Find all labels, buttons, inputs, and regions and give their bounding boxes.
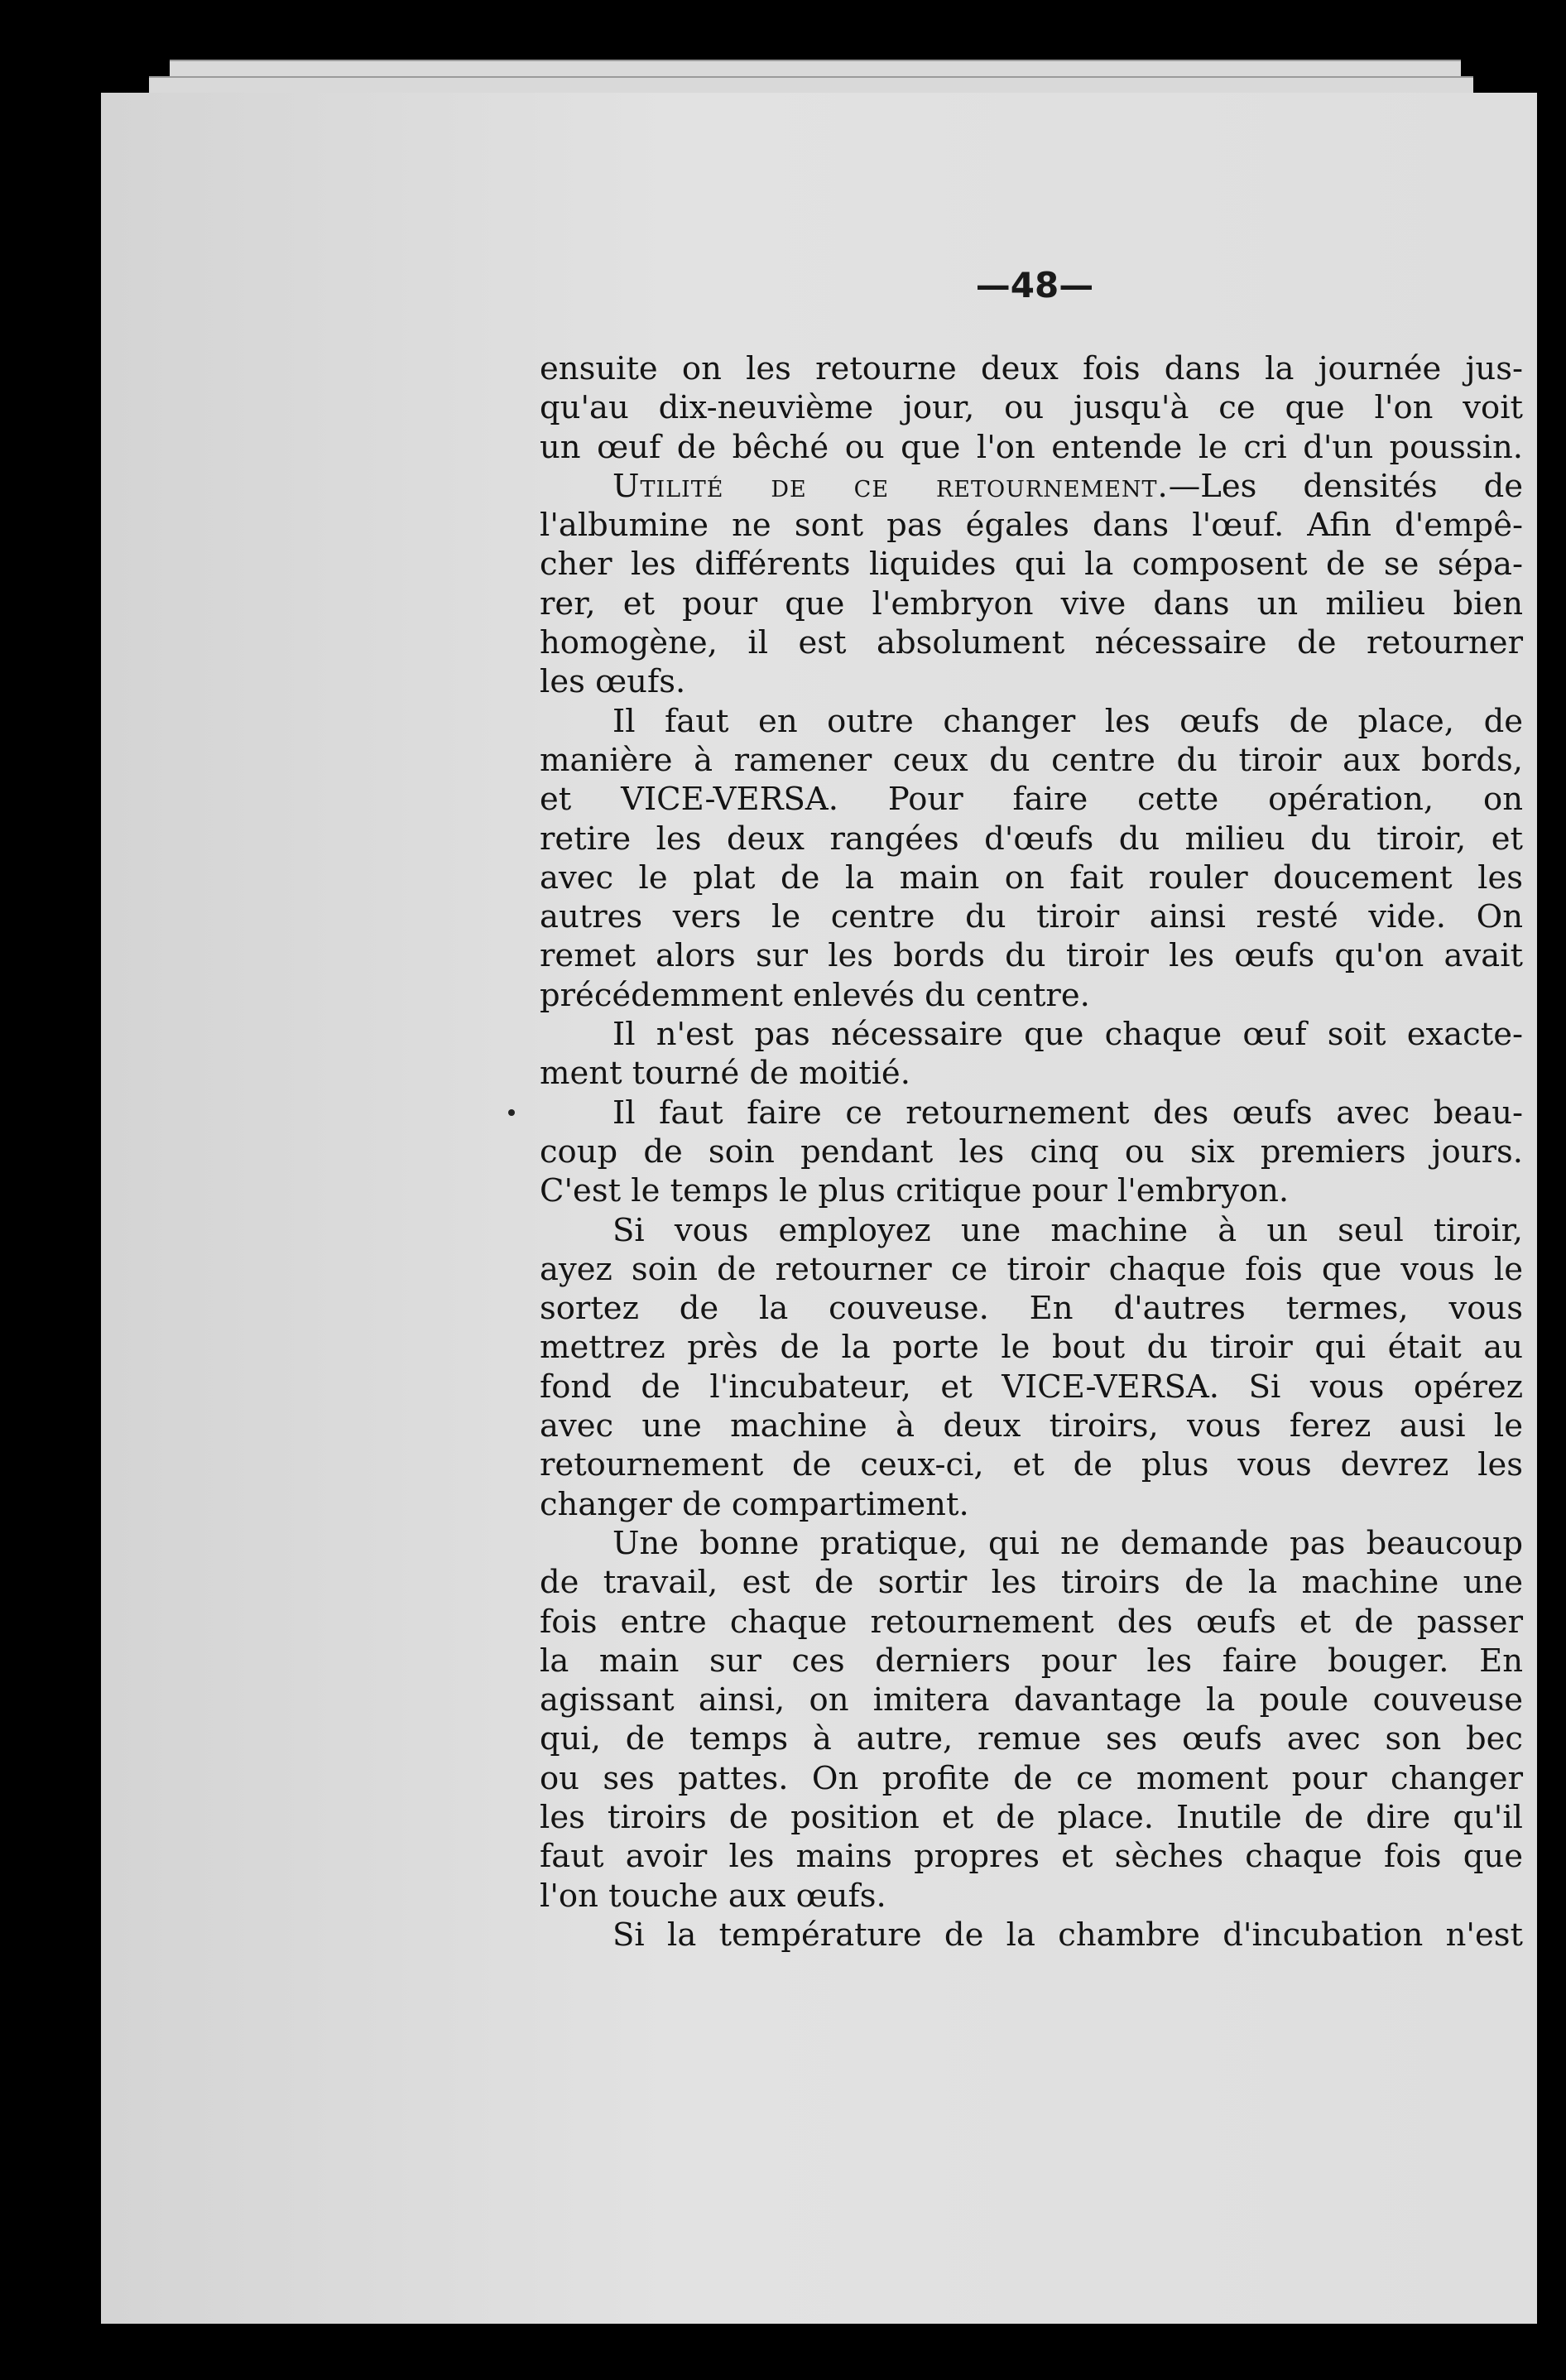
text-line: sortez de la couveuse. En d'autres termes, vous xyxy=(540,1290,1523,1328)
text-line: et VICE-VERSA. Pour faire cette opération, on xyxy=(540,781,1523,819)
text-line: ayez soin de retourner ce tiroir chaque fois que vous le xyxy=(540,1250,1523,1288)
text-line: rer, et pour que l'embryon vive dans un milieu bien xyxy=(540,584,1523,623)
text-line: Si vous employez une machine à un seul tiroir, xyxy=(612,1211,1523,1249)
text-line: cher les différents liquides qui la composent de se sépa- xyxy=(540,546,1523,584)
text-line: l'on touche aux œufs. xyxy=(540,1877,886,1915)
text-line: ensuite on les retourne deux fois dans la journée jus- xyxy=(540,350,1523,387)
text-line: Une bonne pratique, qui ne demande pas beaucoup xyxy=(612,1524,1523,1562)
text-line: un œuf de bêché ou que l'on entende le cri d'un poussin. xyxy=(540,428,1523,466)
text-line: fois entre chaque retournement des œufs et de passer xyxy=(540,1603,1523,1641)
text-line: précédemment enlevés du centre. xyxy=(540,976,1090,1014)
text-line: retire les deux rangées d'œufs du milieu du tiroir, et xyxy=(540,820,1523,858)
text-line: mettrez près de la porte le bout du tiroir qui était au xyxy=(540,1329,1523,1367)
text-line: remet alors sur les bords du tiroir les œufs qu'on avait xyxy=(540,937,1523,975)
text-line: avec le plat de la main on fait rouler doucement les xyxy=(540,858,1523,897)
text-line: les tiroirs de position et de place. Inutile de dire qu'il xyxy=(540,1798,1523,1836)
text-line: autres vers le centre du tiroir ainsi resté vide. On xyxy=(540,898,1523,936)
text-line: ment tourné de moitié. xyxy=(540,1055,910,1093)
text-line: la main sur ces derniers pour les faire bouger. En xyxy=(540,1642,1523,1680)
text-line: ou ses pattes. On profite de ce moment pour changer xyxy=(540,1759,1523,1797)
text-line: Il faut en outre changer les œufs de place, de xyxy=(612,702,1523,740)
text-line: homogène, il est absolument nécessaire de retourner xyxy=(540,624,1523,662)
text-line: retournement de ceux-ci, et de plus vous devrez les xyxy=(540,1446,1523,1484)
text-line: fond de l'incubateur, et VICE-VERSA. Si vous opérez xyxy=(540,1368,1523,1406)
text-line: coup de soin pendant les cinq ou six premiers jours. xyxy=(540,1132,1523,1171)
text-line: les œufs. xyxy=(540,663,686,701)
text-line: changer de compartiment. xyxy=(540,1485,969,1523)
text-line: de travail, est de sortir les tiroirs de la machine une xyxy=(540,1564,1523,1602)
text-line: avec une machine à deux tiroirs, vous ferez ausi le xyxy=(540,1407,1523,1445)
text-line: manière à ramener ceux du centre du tiroir aux bords, xyxy=(540,741,1523,779)
section-heading: Utilité de ce retournement. xyxy=(612,467,1169,505)
body-text xyxy=(540,349,1523,1954)
margin-dot xyxy=(508,1109,515,1116)
text-line: Si la température de la chambre d'incubation n'est xyxy=(612,1916,1523,1954)
text-line: agissant ainsi, on imitera davantage la poule couveuse xyxy=(540,1681,1523,1719)
text-line-rest: —Les densités de xyxy=(1168,467,1524,505)
text-line: l'albumine ne sont pas égales dans l'œuf. Afin d'empê- xyxy=(540,507,1523,545)
text-line: C'est le temps le plus critique pour l'embryon. xyxy=(540,1172,1290,1210)
text-line: qu'au dix-neuvième jour, ou jusqu'à ce que l'on voit xyxy=(540,389,1523,427)
text-line: faut avoir les mains propres et sèches chaque fois que xyxy=(540,1838,1523,1876)
text-line: qui, de temps à autre, remue ses œufs avec son bec xyxy=(540,1720,1523,1758)
text-line xyxy=(540,467,1523,506)
text-line: Il n'est pas nécessaire que chaque œuf soit exacte- xyxy=(612,1016,1523,1054)
page-number: —48— xyxy=(975,265,1094,305)
text-line: Il faut faire ce retournement des œufs avec beau- xyxy=(612,1094,1523,1132)
